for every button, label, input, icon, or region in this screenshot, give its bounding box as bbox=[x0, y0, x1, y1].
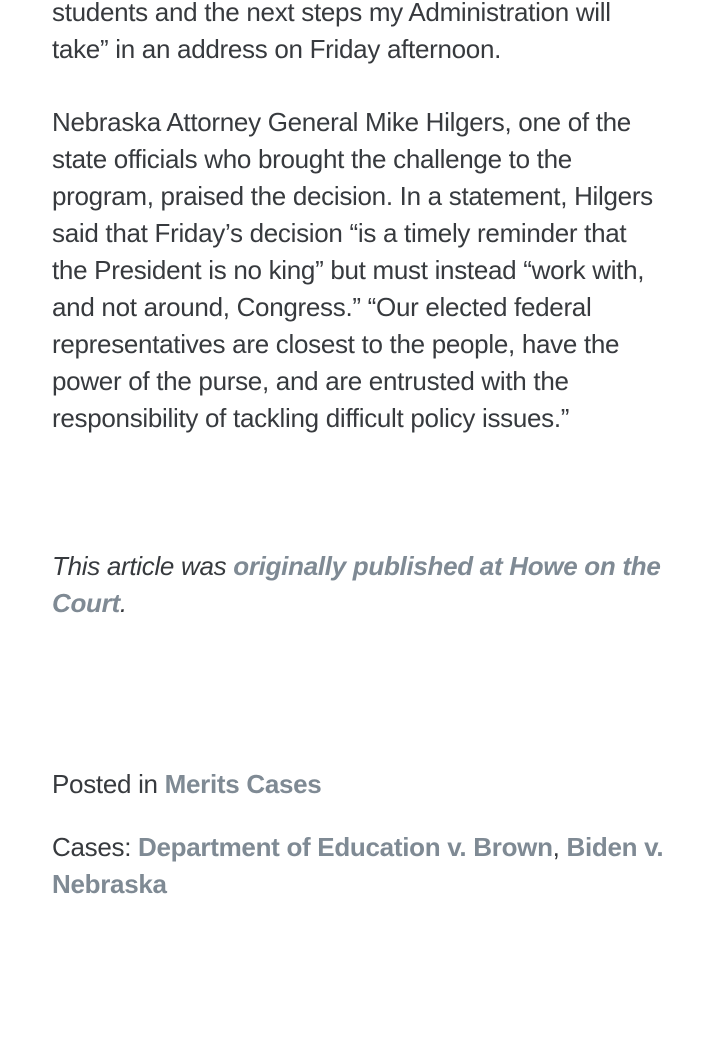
case-link-biden-v-nebraska[interactable]: Biden v. Nebraska bbox=[52, 832, 664, 899]
posted-in-label: Posted in bbox=[52, 769, 165, 799]
category-link-merits-cases[interactable]: Merits Cases bbox=[164, 769, 322, 799]
howe-on-the-court-link[interactable]: originally published at Howe on the Court bbox=[52, 551, 661, 618]
attribution-prefix: This article was bbox=[52, 551, 234, 581]
cases-line bbox=[52, 829, 668, 903]
attribution-suffix: . bbox=[119, 588, 127, 618]
attribution-line bbox=[52, 548, 668, 622]
case-link-department-of-education-v-brown[interactable]: Department of Education v. Brown bbox=[138, 832, 553, 862]
posted-in-line bbox=[52, 766, 668, 803]
paragraph-hilgers: Nebraska Attorney General Mike Hilgers, one of the state officials who brought the challenge to the program, praised the decision. In a statement, Hilgers said that Friday’s decision “is a timely reminder that the President is no king” but must instead “work with, and not around, Congress.” “Our elected federal representatives are closest to the people, have the power of the purse, and are entrusted with the responsibility of tackling difficult policy issues.” bbox=[52, 107, 653, 433]
cases-label: Cases: bbox=[52, 832, 139, 862]
case-separator: , bbox=[552, 832, 567, 862]
paragraph-address-partial: students and the next steps my Administration will take” in an address on Friday afternoon. bbox=[52, 0, 611, 64]
